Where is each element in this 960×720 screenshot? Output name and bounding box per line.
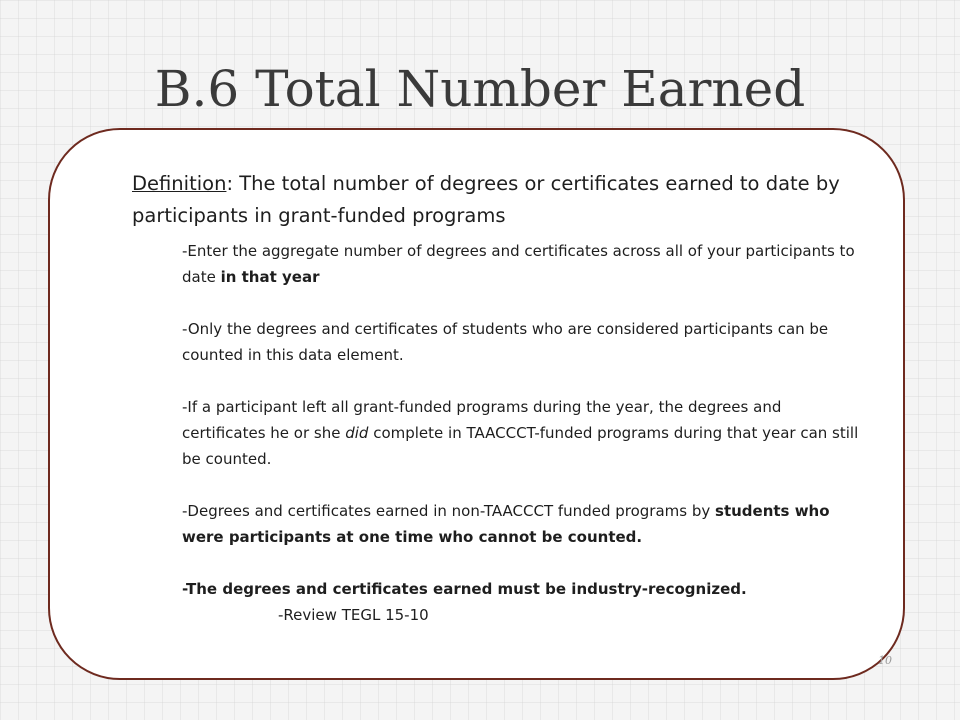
bullet-italic-text: did (345, 424, 369, 442)
bullet-text-end: complete in TAACCCT-funded programs during that year can still be counted. (182, 424, 859, 468)
bullet-industry-recognized (182, 576, 862, 602)
bullet-bold-text: in that year (220, 268, 320, 286)
bullet-text: -Enter the aggregate number of degrees and certificates across all of your participants to date (182, 242, 855, 286)
bullet-bold-text: -The degrees and certificates earned must be industry-recognized. (182, 580, 747, 598)
sub-bullet-review-tegl: -Review TEGL 15-10 (278, 606, 429, 624)
bullet-bold-text: students who were participants at one time who cannot be counted. (182, 502, 830, 546)
bullet-only-participants (182, 316, 862, 368)
definition-paragraph (132, 168, 862, 232)
bullet-list (182, 238, 862, 628)
bullet-participant-left (182, 394, 862, 472)
bullet-text: -Degrees and certificates earned in non-TAACCCT funded programs by (182, 502, 716, 520)
slide-title: B.6 Total Number Earned (154, 60, 806, 118)
bullet-enter-aggregate (182, 238, 862, 290)
definition-term: Definition (132, 172, 227, 195)
definition-colon: : (226, 172, 240, 195)
page-number: 10 (878, 654, 892, 667)
bullet-text: -If a participant left all grant-funded programs during the year, the degrees and certificates he or she (182, 398, 782, 442)
definition-text: The total number of degrees or certificates earned to date by participants in grant-funded programs (132, 172, 840, 227)
bullet-non-taaccct (182, 498, 862, 550)
bullet-text: -Only the degrees and certificates of students who are considered participants can be counted in this data element. (182, 320, 829, 364)
